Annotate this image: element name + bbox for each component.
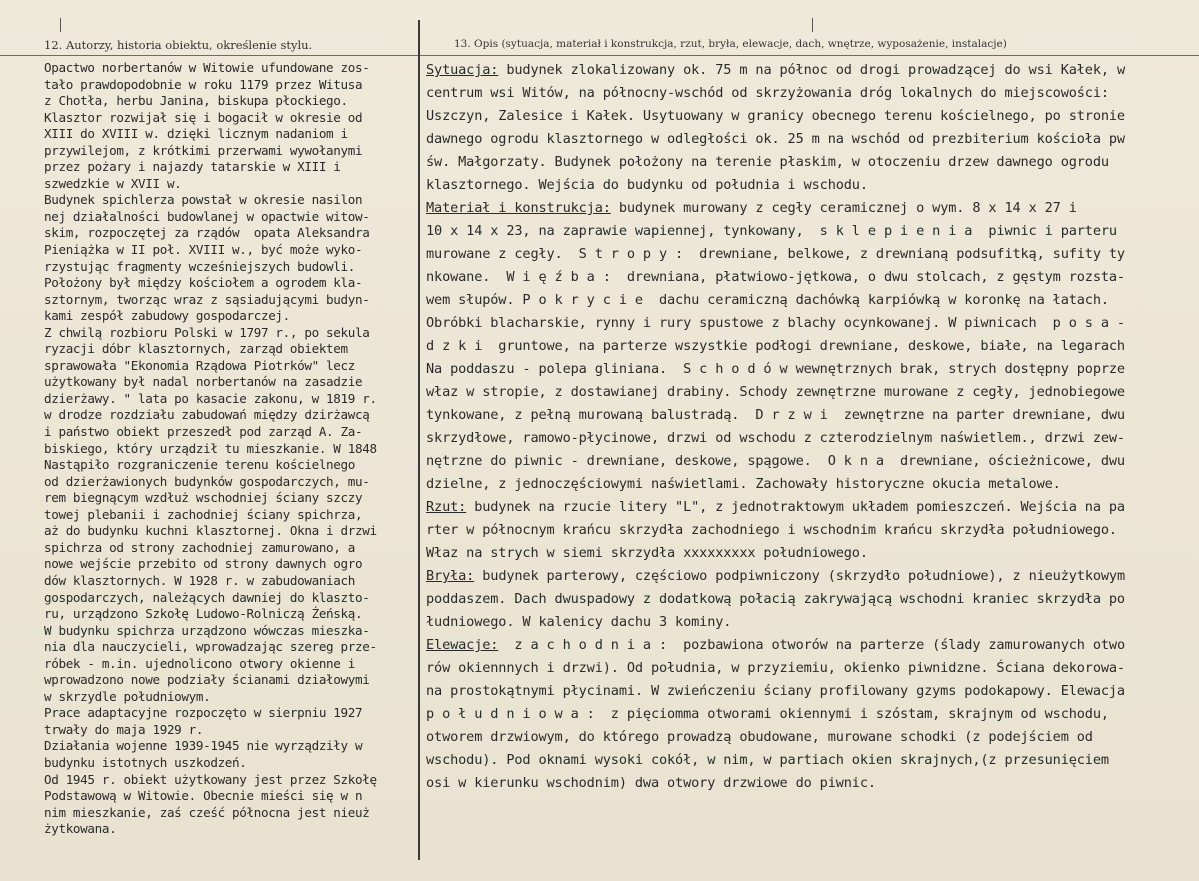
description-text: murowane z cegły. S t r o p y : drewniane, belkowe, z drewnianą podsufitką, sufity ty [426, 246, 1125, 262]
header-rule [0, 55, 1199, 56]
description-text: poddaszem. Dach dwuspadowy z dodatkową połacią zakrywającą wschodni kraniec skrzydła po [426, 591, 1125, 607]
description-line [426, 82, 1171, 105]
history-line: ru, urządzono Szkołę Ludowo-Rolniczą Żeńską. [44, 606, 363, 622]
history-line: od dzierżawionych budynków gospodarczych, mu- [44, 473, 370, 489]
description-line [426, 772, 1171, 795]
description-text: właz w stropie, z dostawianej drabiny. Schody zewnętrzne murowane z cegły, jednobiegowe [426, 384, 1125, 400]
history-line: żytkowana. [44, 821, 117, 837]
history-line: z Chotła, herbu Janina, biskupa płockiego. [44, 93, 348, 109]
description-line [426, 220, 1171, 243]
description-line [426, 657, 1171, 680]
history-line: sprawowała "Ekonomia Rządowa Piotrków" lecz [44, 357, 355, 373]
history-line: XIII do XVIII w. dzięki licznym nadaniom i [44, 126, 348, 142]
description-line [426, 634, 1171, 657]
history-line: Prace adaptacyjne rozpoczęto w sierpniu 1927 [44, 705, 363, 721]
description-line [426, 266, 1171, 289]
description-text: Na poddaszu - polepa gliniana. S c h o d ó w wewnętrznych brak, strych dostępny poprze [426, 361, 1125, 377]
description-line [426, 726, 1171, 749]
section-label: Rzut: [426, 499, 467, 515]
column-divider [418, 20, 420, 860]
history-line: budynku istotnych uszkodzeń. [44, 754, 247, 770]
description-line [426, 427, 1171, 450]
history-line: rem biegnącym wzdłuż wschodniej ściany szczy [44, 490, 363, 506]
history-line: i państwo obiekt przeszedł pod zarząd A. Za- [44, 424, 363, 440]
history-line: w drodze rozdziału zabudowań między dzirżawcą [44, 407, 370, 423]
description-line [426, 381, 1171, 404]
description-text: wschodu). Pod oknami wysoki cokół, w nim, w partiach okien skrajnych,(z przesunięciem [426, 752, 1109, 768]
history-line: szwedzkie w XVII w. [44, 175, 182, 191]
history-line: rzystując fragmenty wcześniejszych budowli. [44, 258, 355, 274]
history-line: Działania wojenne 1939-1945 nie wyrządziły w [44, 738, 363, 754]
description-text: klasztornego. Wejścia do budynku od południa i wschodu. [426, 177, 868, 193]
description-text: budynek zlokalizowany ok. 75 m na północ od drogi prowadzącej do wsi Kałek, w [498, 62, 1125, 78]
description-text: z a c h o d n i a : pozbawiona otworów na parterze (ślady zamurowanych otwo [498, 637, 1125, 653]
description-line [426, 680, 1171, 703]
history-line: dzierżawy. " lata po kasacie zakonu, w 1819 r. [44, 390, 377, 406]
description-text: otworem drzwiowym, do którego prowadzą obudowane, murowane schodki (z podejściem od [426, 729, 1093, 745]
description-text: Uszczyn, Zalesice i Kałek. Usytuowany w granicy obecnego terenu kościelnego, po stronie [426, 108, 1125, 124]
description-text: rów okiennnych i drzwi). Od południa, w przyziemiu, okienko piwnidzne. Ściana dekorowa- [426, 660, 1125, 676]
description-text: rter w północnym krańcu skrzydła zachodniego i wschodnim krańcu skrzydła południowego. [426, 522, 1117, 538]
description-line [426, 335, 1171, 358]
description-text: na prostokątnymi płycinami. W zwieńczeniu ściany profilowany gzyms podokapowy. Elewacja [426, 683, 1125, 699]
history-line: użytkowany był nadal norbertanów na zasadzie [44, 374, 363, 390]
description-line [426, 151, 1171, 174]
history-line: tało prawdopodobnie w roku 1179 przez Witusa [44, 76, 363, 92]
history-line: skim, rozpoczętej za rządów opata Aleksandra [44, 225, 370, 241]
history-line: w skrzydle południowym. [44, 688, 211, 704]
history-line: towej plebanii i zachodniej ściany spichrza, [44, 506, 363, 522]
description-text: centrum wsi Witów, na północny-wschód od skrzyżowania dróg lokalnych do miejscowości: [426, 85, 1109, 101]
description-line [426, 197, 1171, 220]
description-line [426, 496, 1171, 519]
description-line [426, 105, 1171, 128]
description-line [426, 358, 1171, 381]
description-text: osi w kierunku wschodnim) dwa otwory drzwiowe do piwnic. [426, 775, 876, 791]
history-line: Nastąpiło rozgraniczenie terenu kościelnego [44, 457, 355, 473]
description-line [426, 519, 1171, 542]
description-text: tynkowane, z pełną murowaną balustradą. D r z w i zewnętrzne na parter drewniane, dwu [426, 407, 1125, 423]
description-line [426, 749, 1171, 772]
description-text: budynek parterowy, częściowo podpiwniczony (skrzydło południowe), z nieużytkowym [474, 568, 1125, 584]
description-text: Właz na strych w siemi skrzydła xxxxxxxxx południowego. [426, 545, 868, 561]
history-line: kami zespół zabudowy gospodarczej. [44, 308, 290, 324]
history-line: gospodarczych, należących dawniej do klaszto- [44, 589, 370, 605]
history-line: wprowadzono nowe podziały ścianami działowymi [44, 672, 370, 688]
description-text: 10 x 14 x 23, na zaprawie wapiennej, tynkowany, s k l e p i e n i a piwnic i parteru [426, 223, 1117, 239]
margin-tick [60, 18, 61, 32]
description-text: łudniowego. W kalenicy dachu 3 kominy. [426, 614, 732, 630]
description-line [426, 312, 1171, 335]
history-line: dów klasztornych. W 1928 r. w zabudowaniach [44, 572, 355, 588]
history-line: spichrza od strony zachodniej zamurowano, a [44, 539, 355, 555]
history-line: Klasztor rozwijał się i bogacił w okresie od [44, 109, 363, 125]
history-line: sztornym, tworząc wraz z sąsiadującymi budyn- [44, 291, 370, 307]
description-line [426, 404, 1171, 427]
right-section-header: 13. Opis (sytuacja, materiał i konstrukcja, rzut, bryła, elewacje, dach, wnętrze, wyposażenie, instalacje) [454, 38, 1007, 50]
description-text: skrzydłowe, ramowo-płycinowe, drzwi od wschodu z czterodzielnym naświetlem., drzwi zew- [426, 430, 1125, 446]
history-line: Pieniążka w II poł. XVIII w., być może wyko- [44, 242, 363, 258]
description-text: św. Małgorzaty. Budynek położony na terenie płaskim, w otoczeniu drzew dawnego ogrodu [426, 154, 1109, 170]
history-line: nia dla nauczycieli, wprowadzając szereg prze- [44, 639, 377, 655]
description-text: nkowane. W i ę ź b a : drewniana, płatwiowo-jętkowa, o dwu stolcach, z gęstym rozsta- [426, 269, 1125, 285]
history-line: róbek - m.in. ujednolicono otwory okienne i [44, 655, 355, 671]
description-line [426, 703, 1171, 726]
description-line [426, 473, 1171, 496]
history-line: ryzacji dóbr klasztornych, zarząd obiektem [44, 341, 348, 357]
description-line [426, 243, 1171, 266]
history-line: Z chwilą rozbioru Polski w 1797 r., po sekula [44, 324, 370, 340]
description-line [426, 565, 1171, 588]
history-column [44, 60, 416, 838]
description-text: budynek murowany z cegły ceramicznej o wym. 8 x 14 x 27 i [610, 200, 1077, 216]
description-line [426, 542, 1171, 565]
description-line [426, 450, 1171, 473]
description-text: nętrzne do piwnic - drewniane, deskowe, spągowe. O k n a drewniane, ościeżnicowe, dwu [426, 453, 1125, 469]
section-label: Elewacje: [426, 637, 499, 653]
history-line: Od 1945 r. obiekt użytkowany jest przez Szkołę [44, 771, 377, 787]
history-line: Położony był między kościołem a ogrodem kla- [44, 275, 363, 291]
history-line: przywilejom, z krótkimi przerwami wywołanymi [44, 142, 363, 158]
description-text: wem słupów. P o k r y c i e dachu ceramiczną dachówką karpiówką w koronkę na łatach. [426, 292, 1109, 308]
description-line [426, 588, 1171, 611]
description-text: dzielne, z jednoczęściowymi naświetlami. Zachowały historyczne okucia metalowe. [426, 476, 1061, 492]
description-line [426, 611, 1171, 634]
history-line: przez pożary i najazdy tatarskie w XIII i [44, 159, 341, 175]
history-line: Podstawową w Witowie. Obecnie mieści się w n [44, 788, 363, 804]
description-text: Obróbki blacharskie, rynny i rury spustowe z blachy ocynkowanej. W piwnicach p o s a - [426, 315, 1125, 331]
description-text: dawnego ogrodu klasztornego w odległości ok. 25 m na wschód od prezbiterium kościoła pw [426, 131, 1125, 147]
history-line: W budynku spichrza urządzono wówczas mieszka- [44, 622, 370, 638]
description-line [426, 174, 1171, 197]
history-line: Opactwo norbertanów w Witowie ufundowane zos- [44, 60, 370, 75]
left-section-header: 12. Autorzy, historia obiektu, określenie stylu. [44, 38, 313, 52]
history-line: trwały do maja 1929 r. [44, 721, 204, 737]
description-column [426, 59, 1171, 795]
section-label: Sytuacja: [426, 62, 499, 78]
description-line [426, 59, 1171, 82]
margin-tick [812, 18, 813, 32]
history-line: nowe wejście przebito od strony dawnych ogro [44, 556, 363, 572]
history-line: nej działalności budowlanej w opactwie witow- [44, 208, 370, 224]
section-label: Materiał i konstrukcja: [426, 200, 611, 216]
history-line: biskiego, który urządził tu mieszkanie. W 1848 [44, 440, 377, 456]
description-text: budynek na rzucie litery "L", z jednotraktowym układem pomieszczeń. Wejścia na pa [466, 499, 1125, 515]
history-line: nim mieszkanie, zaś cześć północna jest nieuż [44, 804, 370, 820]
history-line: Budynek spichlerza powstał w okresie nasilon [44, 192, 363, 208]
history-line: aż do budynku kuchni klasztornej. Okna i drzwi [44, 523, 377, 539]
description-text: p o ł u d n i o w a : z pięciomma otworami okiennymi i szóstam, skrajnym od wschodu, [426, 706, 1109, 722]
description-line [426, 128, 1171, 151]
description-line [426, 289, 1171, 312]
section-label: Bryła: [426, 568, 475, 584]
description-text: d z k i gruntowe, na parterze wszystkie podłogi drewniane, deskowe, białe, na legarach [426, 338, 1125, 354]
